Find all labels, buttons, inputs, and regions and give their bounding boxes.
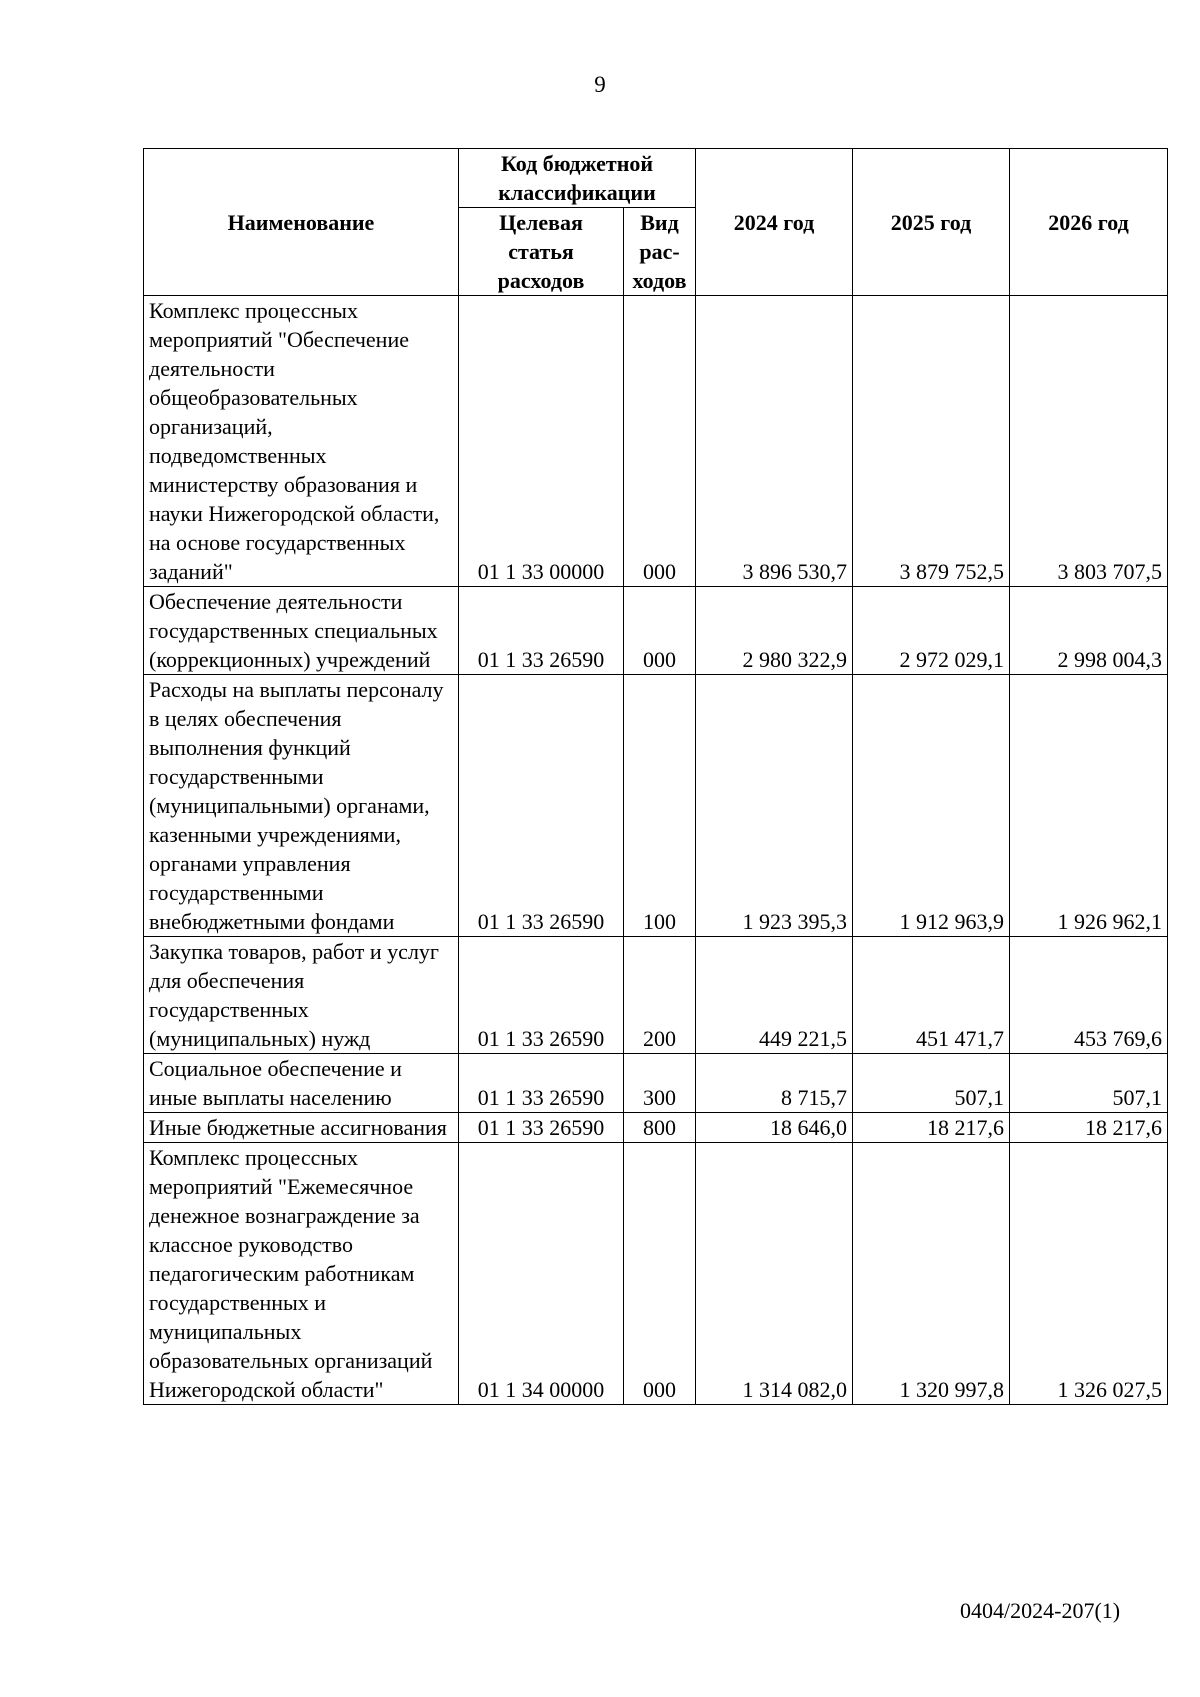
row-2025: 2 972 029,1 <box>853 587 1010 675</box>
row-2025: 3 879 752,5 <box>853 296 1010 587</box>
table-row <box>144 587 1168 675</box>
header-2025: 2025 год <box>853 149 1010 296</box>
row-code: 01 1 33 00000 <box>459 296 624 587</box>
row-code: 01 1 33 26590 <box>459 937 624 1054</box>
document-id: 0404/2024-207(1) <box>960 1598 1121 1623</box>
row-code: 01 1 33 26590 <box>459 675 624 937</box>
row-name: Комплекс процессных мероприятий "Обеспечение деятельности общеобразовательных организаций, подведомственных министерству образования и науки Нижегородской области, на основе государственных заданий" <box>144 296 459 587</box>
row-2026: 3 803 707,5 <box>1010 296 1168 587</box>
page-number: 9 <box>594 72 606 97</box>
row-code: 01 1 34 00000 <box>459 1143 624 1405</box>
row-2025: 1 912 963,9 <box>853 675 1010 937</box>
row-2025: 1 320 997,8 <box>853 1143 1010 1405</box>
table-row <box>144 675 1168 937</box>
row-kind: 800 <box>624 1113 696 1143</box>
row-2024: 18 646,0 <box>696 1113 853 1143</box>
row-2024: 2 980 322,9 <box>696 587 853 675</box>
row-name: Комплекс процессных мероприятий "Ежемесячное денежное вознаграждение за классное руководство педагогическим работникам государственных и муниципальных образовательных организаций Нижегородской области" <box>144 1143 459 1405</box>
row-kind: 300 <box>624 1054 696 1113</box>
row-kind: 000 <box>624 296 696 587</box>
header-2026: 2026 год <box>1010 149 1168 296</box>
table-row <box>144 1143 1168 1405</box>
row-code: 01 1 33 26590 <box>459 1113 624 1143</box>
header-name: Наименование <box>144 149 459 296</box>
header-target-article: Целевая статья расходов <box>459 208 624 296</box>
row-name: Расходы на выплаты персоналу в целях обеспечения выполнения функций государственными (муниципальными) органами, казенными учреждениями, органами управления государственными внебюджетными фондами <box>144 675 459 937</box>
row-kind: 000 <box>624 587 696 675</box>
header-expense-type: Вид рас-ходов <box>624 208 696 296</box>
row-name: Иные бюджетные ассигнования <box>144 1113 459 1143</box>
table-row <box>144 1113 1168 1143</box>
row-2025: 507,1 <box>853 1054 1010 1113</box>
header-code-group: Код бюджетной классификации <box>459 149 696 208</box>
row-2024: 3 896 530,7 <box>696 296 853 587</box>
row-2024: 1 923 395,3 <box>696 675 853 937</box>
header-2024: 2024 год <box>696 149 853 296</box>
row-2024: 449 221,5 <box>696 937 853 1054</box>
row-2025: 451 471,7 <box>853 937 1010 1054</box>
budget-table <box>143 148 1168 1405</box>
row-name: Социальное обеспечение и иные выплаты населению <box>144 1054 459 1113</box>
row-name: Закупка товаров, работ и услуг для обеспечения государственных (муниципальных) нужд <box>144 937 459 1054</box>
row-2026: 2 998 004,3 <box>1010 587 1168 675</box>
table-row <box>144 937 1168 1054</box>
row-kind: 200 <box>624 937 696 1054</box>
row-kind: 000 <box>624 1143 696 1405</box>
row-name: Обеспечение деятельности государственных специальных (коррекционных) учреждений <box>144 587 459 675</box>
row-2026: 18 217,6 <box>1010 1113 1168 1143</box>
row-2024: 8 715,7 <box>696 1054 853 1113</box>
row-2026: 1 926 962,1 <box>1010 675 1168 937</box>
row-kind: 100 <box>624 675 696 937</box>
row-code: 01 1 33 26590 <box>459 1054 624 1113</box>
row-2024: 1 314 082,0 <box>696 1143 853 1405</box>
table-row <box>144 1054 1168 1113</box>
row-2025: 18 217,6 <box>853 1113 1010 1143</box>
table-row <box>144 296 1168 587</box>
row-2026: 507,1 <box>1010 1054 1168 1113</box>
row-2026: 453 769,6 <box>1010 937 1168 1054</box>
row-2026: 1 326 027,5 <box>1010 1143 1168 1405</box>
row-code: 01 1 33 26590 <box>459 587 624 675</box>
